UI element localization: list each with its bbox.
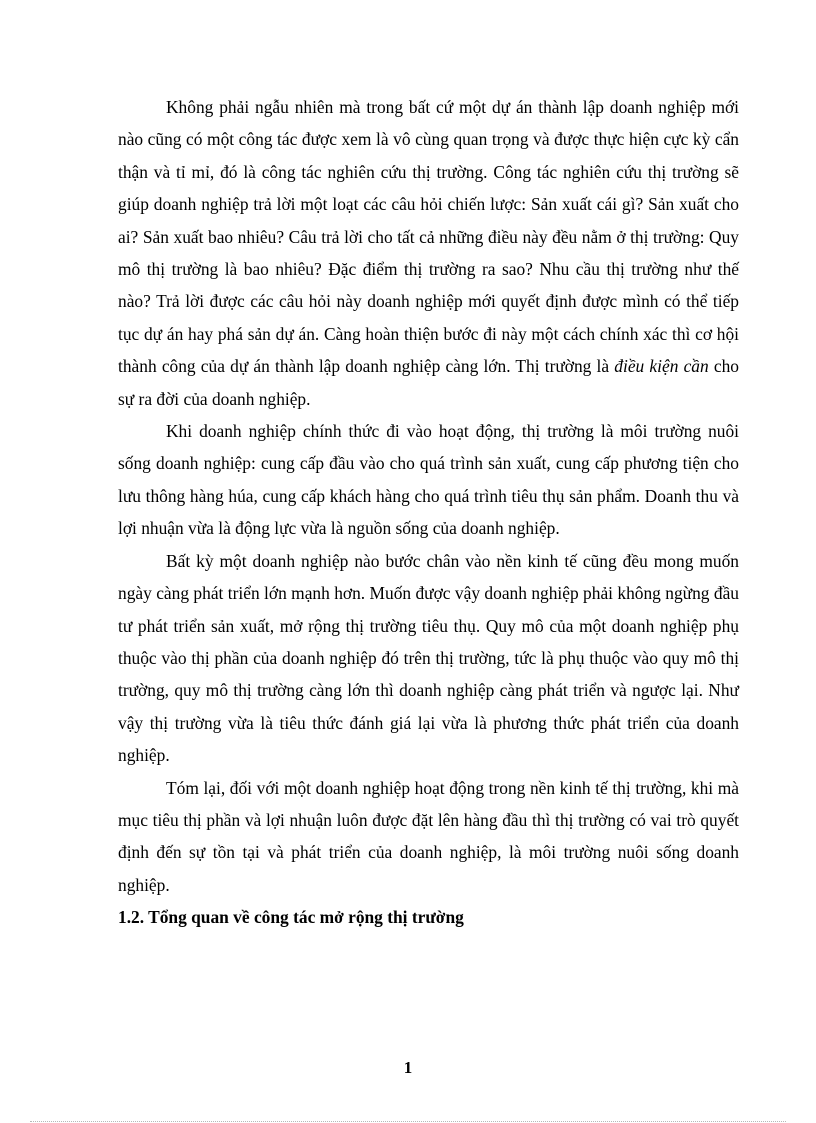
section-heading: 1.2. Tổng quan về công tác mở rộng thị trường: [118, 907, 464, 928]
paragraph-business-growth: Bất kỳ một doanh nghiệp nào bước chân vào nền kinh tế cũng đều mong muốn ngày càng phát triển lớn mạnh hơn. Muốn được vậy doanh nghiệp phải không ngừng đầu tư phát triển sản xuất, mở rộng thị trường tiêu thụ. Quy mô của một doanh nghiệp phụ thuộc vào thị phần của doanh nghiệp đó trên thị trường, tức là phụ thuộc vào quy mô thị trường, quy mô thị trường càng lớn thì doanh nghiệp càng phát triển và ngược lại. Như vậy thị trường vừa là tiêu thức đánh giá lại vừa là phương thức phát triển của doanh nghiệp.: [118, 550, 739, 766]
paragraph-tail: cho sự ra đời của doanh nghiệp.: [118, 356, 739, 409]
paragraph-market-research: [118, 91, 739, 415]
document-body: [118, 91, 739, 934]
paragraph-summary: Tóm lại, đối với một doanh nghiệp hoạt động trong nền kinh tế thị trường, khi mà mục tiêu thị phần và lợi nhuận luôn được đặt lên hàng đầu thì thị trường có vai trò quyết định đến sự tồn tại và phát triển của doanh nghiệp, là môi trường nuôi sống doanh nghiệp.: [118, 777, 739, 895]
paragraph-text: Không phải ngẫu nhiên mà trong bất cứ một dự án thành lập doanh nghiệp mới nào cũng có một công tác được xem là vô cùng quan trọng và được thực hiện cực kỳ cẩn thận và tỉ mỉ, đó là công tác nghiên cứu thị trường. Công tác nghiên cứu thị trường sẽ giúp doanh nghiệp trả lời một loạt các câu hỏi chiến lược: Sản xuất cái gì? Sản xuất cho ai? Sản xuất bao nhiêu? Câu trả lời cho tất cả những điều này đều nằm ở thị trường: Quy mô thị trường là bao nhiêu? Đặc điểm thị trường ra sao? Nhu cầu thị trường như thế nào? Trả lời được các câu hỏi này doanh nghiệp mới quyết định được mình có thể tiếp tục dự án hay phá sản dự án. Càng hoàn thiện bước đi này một cách chính xác thì cơ hội thành công của dự án thành lập doanh nghiệp càng lớn. Thị trường là: [118, 97, 739, 377]
page-bottom-divider: [30, 1121, 786, 1122]
paragraph-market-environment: Khi doanh nghiệp chính thức đi vào hoạt động, thị trường là môi trường nuôi sống doanh nghiệp: cung cấp đầu vào cho quá trình sản xuất, cung cấp phương tiện cho lưu thông hàng húa, cung cấp khách hàng cho quá trình tiêu thụ sản phẩm. Doanh thu và lợi nhuận vừa là động lực vừa là nguồn sống của doanh nghiệp.: [118, 421, 739, 539]
italic-phrase: điều kiện cần: [614, 356, 709, 377]
page-number: 1: [403, 1058, 413, 1077]
